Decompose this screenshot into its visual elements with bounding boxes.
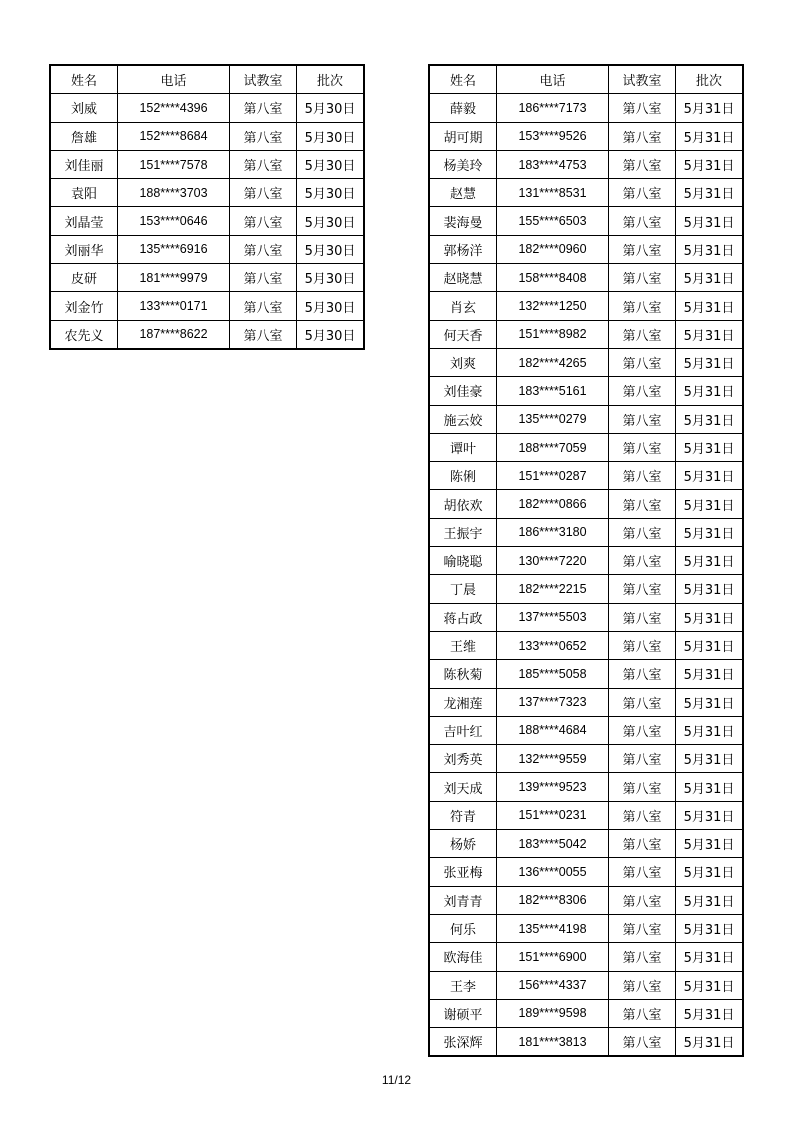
cell-name: 谢硕平 (430, 999, 497, 1027)
cell-room: 第八室 (609, 235, 676, 263)
cell-name: 王维 (430, 631, 497, 659)
cell-room: 第八室 (609, 547, 676, 575)
cell-batch: 5月31日 (676, 405, 743, 433)
table-row (430, 801, 743, 829)
header-name: 姓名 (430, 66, 497, 94)
cell-room: 第八室 (609, 518, 676, 546)
cell-batch: 5月30日 (297, 320, 364, 348)
cell-phone: 182****8306 (497, 886, 609, 914)
table-row (430, 179, 743, 207)
cell-phone: 132****1250 (497, 292, 609, 320)
cell-room: 第八室 (609, 688, 676, 716)
cell-room: 第八室 (609, 971, 676, 999)
cell-batch: 5月31日 (676, 348, 743, 376)
cell-phone: 186****3180 (497, 518, 609, 546)
cell-phone: 133****0171 (118, 292, 230, 320)
cell-batch: 5月31日 (676, 518, 743, 546)
page-number: 11/12 (381, 1073, 412, 1087)
table-row (430, 745, 743, 773)
cell-name: 张深辉 (430, 1028, 497, 1056)
cell-name: 肖玄 (430, 292, 497, 320)
cell-batch: 5月31日 (676, 377, 743, 405)
cell-phone: 188****7059 (497, 433, 609, 461)
cell-batch: 5月31日 (676, 433, 743, 461)
table-row (430, 1028, 743, 1056)
cell-name: 刘佳丽 (51, 150, 118, 178)
table-row (430, 999, 743, 1027)
cell-room: 第八室 (230, 207, 297, 235)
cell-name: 胡依欢 (430, 490, 497, 518)
cell-batch: 5月31日 (676, 886, 743, 914)
cell-name: 刘爽 (430, 348, 497, 376)
cell-phone: 183****5042 (497, 830, 609, 858)
cell-phone: 153****0646 (118, 207, 230, 235)
cell-batch: 5月31日 (676, 179, 743, 207)
cell-name: 赵晓慧 (430, 264, 497, 292)
table-row (51, 320, 364, 348)
cell-phone: 155****6503 (497, 207, 609, 235)
table-row (430, 886, 743, 914)
table-row (430, 292, 743, 320)
cell-batch: 5月31日 (676, 773, 743, 801)
cell-name: 詹雄 (51, 122, 118, 150)
cell-phone: 135****0279 (497, 405, 609, 433)
cell-name: 薛毅 (430, 94, 497, 122)
cell-phone: 135****4198 (497, 914, 609, 942)
cell-room: 第八室 (230, 122, 297, 150)
cell-batch: 5月30日 (297, 179, 364, 207)
cell-room: 第八室 (609, 320, 676, 348)
roster-table-may-30 (50, 65, 364, 349)
table-row (430, 377, 743, 405)
table-row (51, 235, 364, 263)
roster-table-may-31 (429, 65, 743, 1056)
cell-phone: 131****8531 (497, 179, 609, 207)
cell-room: 第八室 (609, 122, 676, 150)
cell-room: 第八室 (609, 830, 676, 858)
table-row (430, 603, 743, 631)
cell-name: 符青 (430, 801, 497, 829)
table-body (430, 94, 743, 1056)
cell-name: 何乐 (430, 914, 497, 942)
cell-batch: 5月31日 (676, 235, 743, 263)
header-room: 试教室 (609, 66, 676, 94)
cell-room: 第八室 (609, 745, 676, 773)
cell-phone: 135****6916 (118, 235, 230, 263)
cell-room: 第八室 (230, 150, 297, 178)
table-row (430, 830, 743, 858)
table-row (430, 348, 743, 376)
cell-batch: 5月31日 (676, 745, 743, 773)
cell-batch: 5月31日 (676, 1028, 743, 1056)
cell-batch: 5月31日 (676, 207, 743, 235)
cell-room: 第八室 (609, 264, 676, 292)
cell-name: 施云姣 (430, 405, 497, 433)
cell-room: 第八室 (230, 292, 297, 320)
cell-room: 第八室 (609, 179, 676, 207)
cell-phone: 181****3813 (497, 1028, 609, 1056)
cell-batch: 5月31日 (676, 660, 743, 688)
table-row (430, 716, 743, 744)
cell-batch: 5月31日 (676, 801, 743, 829)
table-row (430, 150, 743, 178)
table-row (430, 688, 743, 716)
cell-name: 刘佳豪 (430, 377, 497, 405)
cell-phone: 182****4265 (497, 348, 609, 376)
table-row (430, 518, 743, 546)
cell-name: 袁阳 (51, 179, 118, 207)
header-phone: 电话 (118, 66, 230, 94)
cell-room: 第八室 (609, 348, 676, 376)
cell-name: 皮研 (51, 264, 118, 292)
cell-name: 陈秋菊 (430, 660, 497, 688)
cell-name: 陈俐 (430, 462, 497, 490)
cell-phone: 151****0287 (497, 462, 609, 490)
cell-room: 第八室 (609, 999, 676, 1027)
cell-room: 第八室 (609, 462, 676, 490)
header-batch: 批次 (676, 66, 743, 94)
cell-name: 蒋占政 (430, 603, 497, 631)
cell-name: 欧海佳 (430, 943, 497, 971)
cell-batch: 5月30日 (297, 94, 364, 122)
cell-room: 第八室 (609, 1028, 676, 1056)
cell-room: 第八室 (609, 94, 676, 122)
cell-phone: 185****5058 (497, 660, 609, 688)
cell-name: 郭杨洋 (430, 235, 497, 263)
cell-phone: 181****9979 (118, 264, 230, 292)
cell-phone: 151****6900 (497, 943, 609, 971)
table-row (51, 94, 364, 122)
cell-room: 第八室 (230, 235, 297, 263)
cell-phone: 186****7173 (497, 94, 609, 122)
cell-phone: 130****7220 (497, 547, 609, 575)
cell-name: 王振宇 (430, 518, 497, 546)
cell-room: 第八室 (609, 207, 676, 235)
cell-phone: 151****0231 (497, 801, 609, 829)
cell-room: 第八室 (609, 886, 676, 914)
cell-name: 龙湘莲 (430, 688, 497, 716)
cell-room: 第八室 (230, 179, 297, 207)
cell-name: 谭叶 (430, 433, 497, 461)
cell-room: 第八室 (609, 603, 676, 631)
cell-room: 第八室 (609, 660, 676, 688)
table-row (430, 971, 743, 999)
table-row (430, 914, 743, 942)
table-row (430, 235, 743, 263)
table-row (430, 547, 743, 575)
cell-room: 第八室 (609, 631, 676, 659)
header-batch: 批次 (297, 66, 364, 94)
cell-room: 第八室 (609, 405, 676, 433)
table-row (430, 94, 743, 122)
cell-phone: 133****0652 (497, 631, 609, 659)
table-row (430, 207, 743, 235)
cell-name: 杨美玲 (430, 150, 497, 178)
cell-name: 农先义 (51, 320, 118, 348)
cell-name: 喻晓聪 (430, 547, 497, 575)
table-row (51, 292, 364, 320)
cell-batch: 5月31日 (676, 603, 743, 631)
cell-batch: 5月30日 (297, 150, 364, 178)
cell-room: 第八室 (609, 858, 676, 886)
cell-phone: 137****5503 (497, 603, 609, 631)
header-name: 姓名 (51, 66, 118, 94)
cell-room: 第八室 (609, 490, 676, 518)
cell-phone: 158****8408 (497, 264, 609, 292)
table-header-row (51, 66, 364, 94)
cell-batch: 5月31日 (676, 94, 743, 122)
cell-room: 第八室 (609, 292, 676, 320)
cell-batch: 5月31日 (676, 830, 743, 858)
table-row (430, 943, 743, 971)
cell-batch: 5月31日 (676, 575, 743, 603)
cell-name: 刘秀英 (430, 745, 497, 773)
cell-batch: 5月31日 (676, 914, 743, 942)
cell-batch: 5月30日 (297, 122, 364, 150)
cell-phone: 187****8622 (118, 320, 230, 348)
cell-name: 刘晶莹 (51, 207, 118, 235)
cell-phone: 152****8684 (118, 122, 230, 150)
cell-phone: 188****4684 (497, 716, 609, 744)
cell-batch: 5月30日 (297, 292, 364, 320)
table-row (430, 264, 743, 292)
table-row (430, 462, 743, 490)
cell-batch: 5月31日 (676, 999, 743, 1027)
cell-batch: 5月30日 (297, 207, 364, 235)
table-row (430, 575, 743, 603)
cell-phone: 153****9526 (497, 122, 609, 150)
table-row (51, 264, 364, 292)
cell-phone: 132****9559 (497, 745, 609, 773)
cell-batch: 5月31日 (676, 547, 743, 575)
cell-batch: 5月31日 (676, 490, 743, 518)
cell-batch: 5月31日 (676, 264, 743, 292)
cell-name: 刘青青 (430, 886, 497, 914)
cell-room: 第八室 (609, 716, 676, 744)
cell-phone: 137****7323 (497, 688, 609, 716)
cell-batch: 5月31日 (676, 320, 743, 348)
cell-phone: 151****8982 (497, 320, 609, 348)
cell-batch: 5月31日 (676, 858, 743, 886)
cell-batch: 5月31日 (676, 943, 743, 971)
cell-batch: 5月31日 (676, 150, 743, 178)
cell-room: 第八室 (609, 914, 676, 942)
table-row (430, 320, 743, 348)
cell-name: 刘天成 (430, 773, 497, 801)
cell-phone: 139****9523 (497, 773, 609, 801)
cell-batch: 5月31日 (676, 462, 743, 490)
header-room: 试教室 (230, 66, 297, 94)
cell-phone: 152****4396 (118, 94, 230, 122)
cell-batch: 5月31日 (676, 971, 743, 999)
cell-room: 第八室 (230, 264, 297, 292)
cell-batch: 5月31日 (676, 292, 743, 320)
cell-name: 胡可期 (430, 122, 497, 150)
cell-room: 第八室 (609, 773, 676, 801)
table-header-row (430, 66, 743, 94)
cell-room: 第八室 (609, 150, 676, 178)
cell-room: 第八室 (230, 94, 297, 122)
cell-name: 丁晨 (430, 575, 497, 603)
cell-name: 吉叶红 (430, 716, 497, 744)
cell-room: 第八室 (609, 943, 676, 971)
cell-name: 张亚梅 (430, 858, 497, 886)
table-row (430, 858, 743, 886)
header-phone: 电话 (497, 66, 609, 94)
cell-name: 刘金竹 (51, 292, 118, 320)
table-row (51, 122, 364, 150)
cell-batch: 5月30日 (297, 235, 364, 263)
cell-room: 第八室 (609, 377, 676, 405)
table-row (430, 122, 743, 150)
cell-name: 何天香 (430, 320, 497, 348)
cell-phone: 182****2215 (497, 575, 609, 603)
cell-name: 刘威 (51, 94, 118, 122)
cell-batch: 5月31日 (676, 631, 743, 659)
table-body (51, 94, 364, 349)
cell-phone: 151****7578 (118, 150, 230, 178)
table-row (51, 150, 364, 178)
cell-batch: 5月31日 (676, 716, 743, 744)
table-row (430, 490, 743, 518)
table-row (430, 433, 743, 461)
cell-room: 第八室 (230, 320, 297, 348)
cell-room: 第八室 (609, 801, 676, 829)
table-row (51, 207, 364, 235)
cell-room: 第八室 (609, 575, 676, 603)
cell-phone: 183****4753 (497, 150, 609, 178)
cell-phone: 189****9598 (497, 999, 609, 1027)
cell-batch: 5月30日 (297, 264, 364, 292)
cell-name: 刘丽华 (51, 235, 118, 263)
cell-room: 第八室 (609, 433, 676, 461)
cell-phone: 182****0866 (497, 490, 609, 518)
cell-phone: 183****5161 (497, 377, 609, 405)
cell-batch: 5月31日 (676, 688, 743, 716)
cell-phone: 188****3703 (118, 179, 230, 207)
cell-batch: 5月31日 (676, 122, 743, 150)
table-row (430, 405, 743, 433)
table-row (430, 773, 743, 801)
cell-phone: 182****0960 (497, 235, 609, 263)
cell-name: 杨娇 (430, 830, 497, 858)
cell-name: 赵慧 (430, 179, 497, 207)
cell-name: 裴海曼 (430, 207, 497, 235)
cell-phone: 156****4337 (497, 971, 609, 999)
table-row (430, 660, 743, 688)
cell-name: 王李 (430, 971, 497, 999)
table-row (51, 179, 364, 207)
table-row (430, 631, 743, 659)
cell-phone: 136****0055 (497, 858, 609, 886)
